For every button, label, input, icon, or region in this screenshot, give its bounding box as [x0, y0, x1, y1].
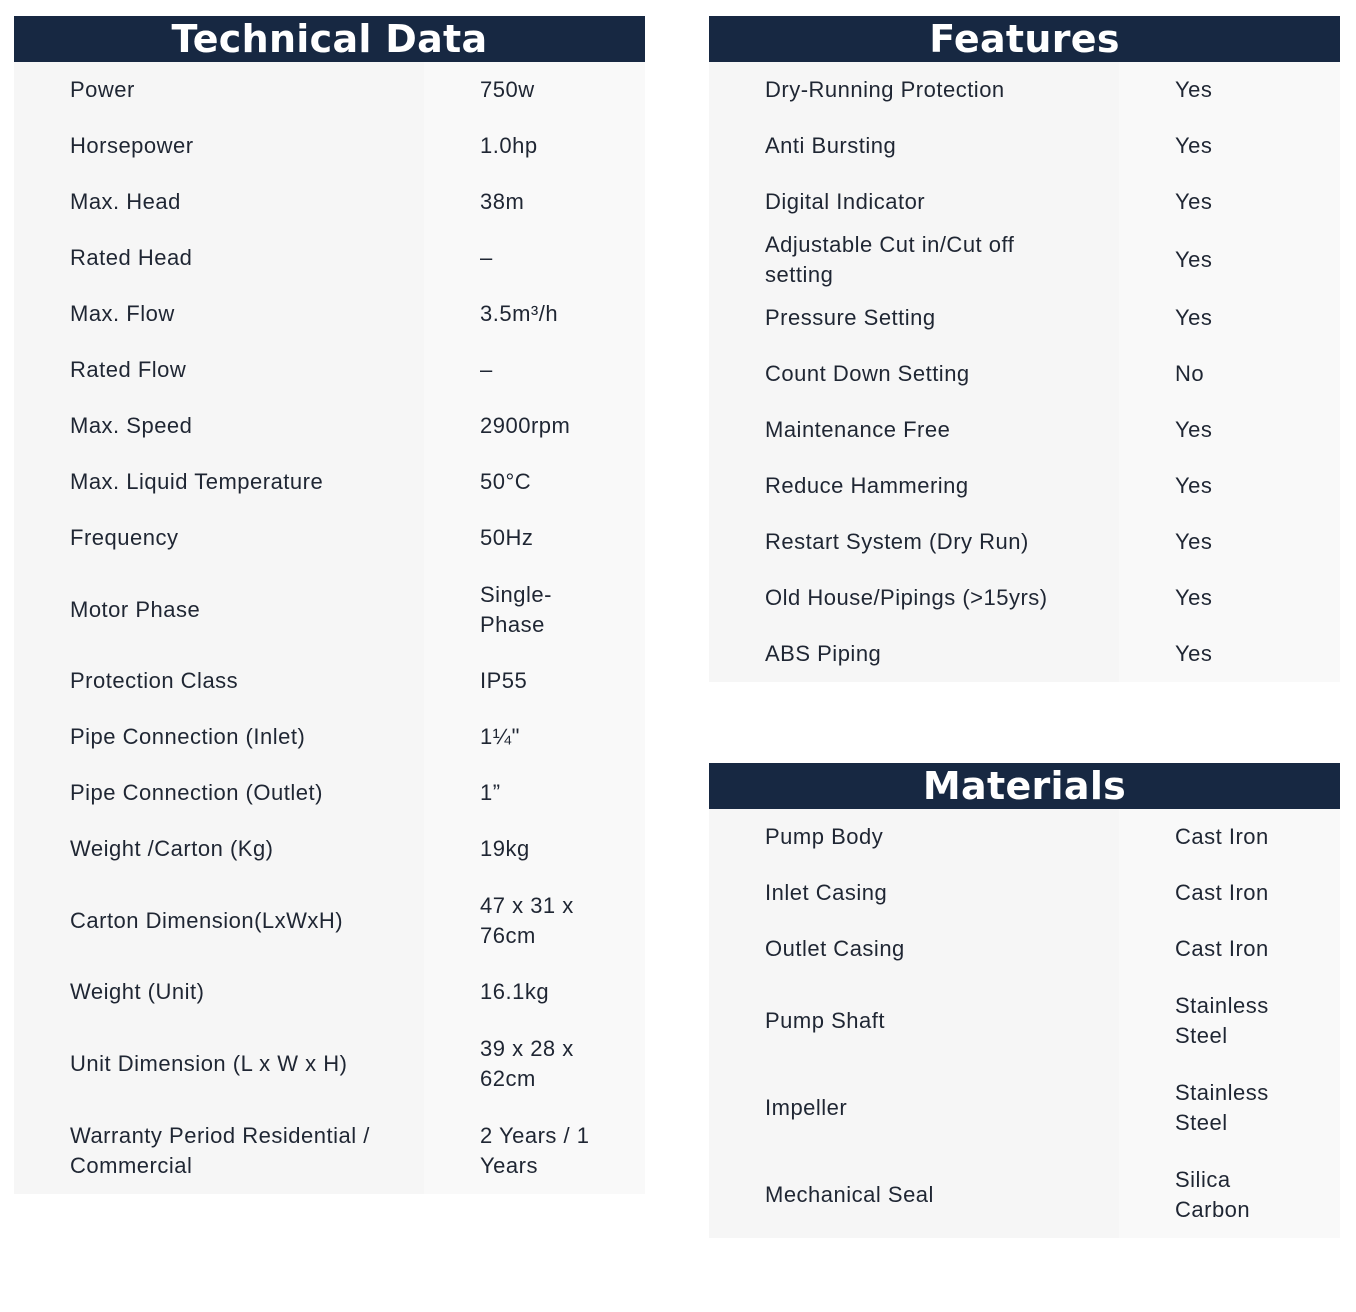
feature-value: Yes: [1119, 626, 1340, 682]
table-row: [709, 1151, 1340, 1238]
table-row: [14, 398, 645, 454]
spec-label: Motor Phase: [14, 566, 424, 653]
spec-label: Pipe Connection (Outlet): [14, 765, 424, 821]
spec-value: 2 Years / 1 Years: [424, 1107, 645, 1194]
spec-value: 3.5m³/h: [424, 286, 645, 342]
material-value: Stainless Steel: [1119, 977, 1340, 1064]
material-value: Cast Iron: [1119, 809, 1340, 865]
technical-data-table: [14, 62, 645, 1194]
feature-value: Yes: [1119, 118, 1340, 174]
table-row: [14, 342, 645, 398]
table-row: [709, 458, 1340, 514]
spec-label: Rated Flow: [14, 342, 424, 398]
table-row: [14, 286, 645, 342]
spec-value: 50°C: [424, 454, 645, 510]
materials-title: Materials: [709, 763, 1340, 809]
spec-label: Max. Flow: [14, 286, 424, 342]
feature-label: Restart System (Dry Run): [709, 514, 1119, 570]
feature-label: Reduce Hammering: [709, 458, 1119, 514]
feature-value: Yes: [1119, 174, 1340, 230]
table-row: [709, 230, 1340, 290]
spec-label: Power: [14, 62, 424, 118]
features-title: Features: [709, 16, 1340, 62]
material-label: Outlet Casing: [709, 921, 1119, 977]
technical-data-title: Technical Data: [14, 16, 645, 62]
table-row: [14, 454, 645, 510]
table-row: [709, 290, 1340, 346]
table-row: [709, 570, 1340, 626]
table-row: [14, 118, 645, 174]
spec-value: 50Hz: [424, 510, 645, 566]
material-value: Cast Iron: [1119, 921, 1340, 977]
spec-value: 1”: [424, 765, 645, 821]
feature-value: Yes: [1119, 62, 1340, 118]
materials-panel: [709, 763, 1340, 1238]
spec-value: 1.0hp: [424, 118, 645, 174]
feature-value: Yes: [1119, 570, 1340, 626]
table-row: [14, 765, 645, 821]
material-value: Stainless Steel: [1119, 1064, 1340, 1151]
spec-label: Protection Class: [14, 653, 424, 709]
feature-label: Maintenance Free: [709, 402, 1119, 458]
spec-value: 47 x 31 x 76cm: [424, 877, 645, 964]
table-row: [709, 174, 1340, 230]
material-label: Pump Shaft: [709, 977, 1119, 1064]
feature-value: Yes: [1119, 290, 1340, 346]
table-row: [14, 821, 645, 877]
feature-label: ABS Piping: [709, 626, 1119, 682]
spec-value: IP55: [424, 653, 645, 709]
table-row: [14, 1107, 645, 1194]
table-row: [709, 402, 1340, 458]
spec-label: Max. Head: [14, 174, 424, 230]
spec-label: Warranty Period Residential / Commercial: [14, 1107, 424, 1194]
spec-label: Rated Head: [14, 230, 424, 286]
table-row: [14, 510, 645, 566]
table-row: [14, 964, 645, 1020]
material-label: Pump Body: [709, 809, 1119, 865]
table-row: [709, 1064, 1340, 1151]
table-row: [14, 230, 645, 286]
spec-label: Horsepower: [14, 118, 424, 174]
feature-value: Yes: [1119, 230, 1340, 290]
spec-label: Pipe Connection (Inlet): [14, 709, 424, 765]
spec-label: Max. Liquid Temperature: [14, 454, 424, 510]
feature-label: Anti Bursting: [709, 118, 1119, 174]
table-row: [709, 865, 1340, 921]
material-value: Silica Carbon: [1119, 1151, 1340, 1238]
spec-value: –: [424, 342, 645, 398]
material-label: Inlet Casing: [709, 865, 1119, 921]
feature-label: Digital Indicator: [709, 174, 1119, 230]
table-row: [14, 566, 645, 653]
material-label: Mechanical Seal: [709, 1151, 1119, 1238]
spec-value: 2900rpm: [424, 398, 645, 454]
spec-value: 16.1kg: [424, 964, 645, 1020]
table-row: [14, 709, 645, 765]
feature-label: Count Down Setting: [709, 346, 1119, 402]
spec-value: 750w: [424, 62, 645, 118]
material-label: Impeller: [709, 1064, 1119, 1151]
table-row: [709, 921, 1340, 977]
spec-value: 1¼": [424, 709, 645, 765]
table-row: [14, 1020, 645, 1107]
feature-label: Adjustable Cut in/Cut off setting: [709, 230, 1119, 290]
spec-label: Frequency: [14, 510, 424, 566]
spec-value: –: [424, 230, 645, 286]
feature-value: No: [1119, 346, 1340, 402]
table-row: [709, 514, 1340, 570]
features-panel: [709, 16, 1340, 682]
materials-table: [709, 809, 1340, 1238]
table-row: [14, 877, 645, 964]
spec-label: Unit Dimension (L x W x H): [14, 1020, 424, 1107]
table-row: [709, 62, 1340, 118]
feature-value: Yes: [1119, 514, 1340, 570]
table-row: [709, 346, 1340, 402]
spec-label: Max. Speed: [14, 398, 424, 454]
spec-value: Single-Phase: [424, 566, 645, 653]
table-row: [14, 174, 645, 230]
feature-value: Yes: [1119, 402, 1340, 458]
spec-label: Weight /Carton (Kg): [14, 821, 424, 877]
spec-value: 19kg: [424, 821, 645, 877]
technical-data-panel: [14, 16, 645, 1194]
table-row: [709, 118, 1340, 174]
feature-label: Pressure Setting: [709, 290, 1119, 346]
features-table: [709, 62, 1340, 682]
table-row: [709, 809, 1340, 865]
feature-value: Yes: [1119, 458, 1340, 514]
material-value: Cast Iron: [1119, 865, 1340, 921]
table-row: [14, 62, 645, 118]
spec-label: Carton Dimension(LxWxH): [14, 877, 424, 964]
spec-value: 38m: [424, 174, 645, 230]
feature-label: Old House/Pipings (>15yrs): [709, 570, 1119, 626]
feature-label: Dry-Running Protection: [709, 62, 1119, 118]
table-row: [709, 626, 1340, 682]
table-row: [14, 653, 645, 709]
spec-label: Weight (Unit): [14, 964, 424, 1020]
spec-value: 39 x 28 x 62cm: [424, 1020, 645, 1107]
table-row: [709, 977, 1340, 1064]
